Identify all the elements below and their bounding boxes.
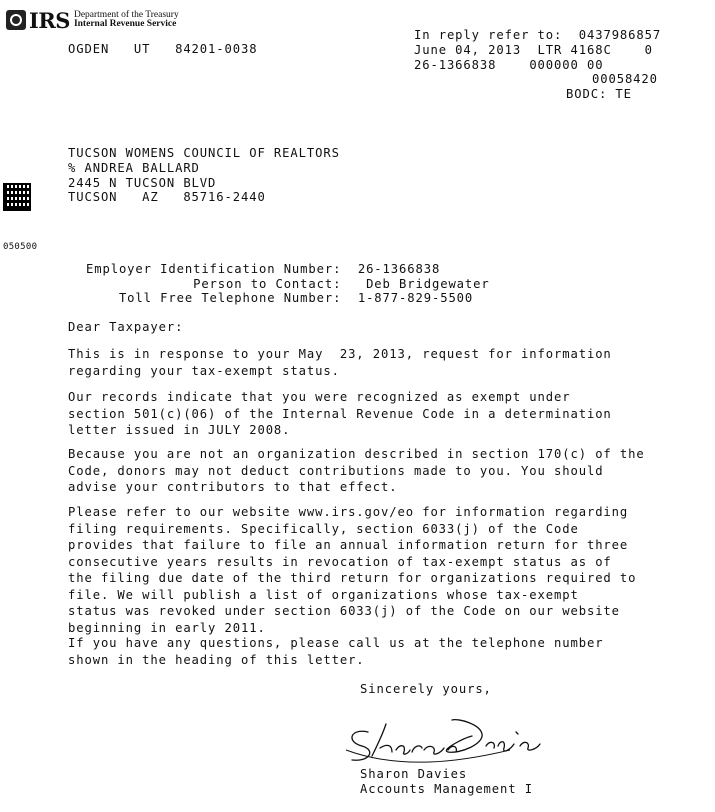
signer-title: Accounts Management I	[360, 782, 533, 796]
irs-logo-text: IRS	[29, 7, 70, 33]
paragraph-line: regarding your tax-exempt status.	[68, 363, 340, 378]
paragraph-2	[68, 389, 708, 439]
handwritten-signature	[340, 710, 560, 770]
irs-logo	[6, 9, 179, 31]
closing: Sincerely yours,	[360, 682, 492, 696]
reply-line-3: 26-1366838 000000 00	[414, 58, 604, 72]
salutation: Dear Taxpayer:	[68, 320, 184, 334]
paragraph-line: Code, donors may not deduct contributions made to you. You should	[68, 463, 604, 478]
reply-line-1: In reply refer to: 0437986857	[414, 28, 662, 42]
side-code: 050500	[3, 242, 38, 252]
paragraph-3	[68, 446, 708, 496]
paragraph-line: Because you are not an organization described in section 170(c) of the	[68, 447, 645, 461]
recipient-line-3: 2445 N TUCSON BLVD	[68, 176, 217, 190]
paragraph-5	[68, 635, 708, 668]
paragraph-line: Please refer to our website www.irs.gov/eo for information regarding	[68, 505, 629, 519]
paragraph-line: shown in the heading of this letter.	[68, 652, 365, 667]
recipient-line-2: % ANDREA BALLARD	[68, 161, 200, 175]
bodc-code: BODC: TE	[566, 87, 632, 101]
paragraph-line: section 501(c)(06) of the Internal Revenue Code in a determination	[68, 406, 612, 421]
paragraph-line: file. We will publish a list of organizations whose tax-exempt	[68, 587, 579, 602]
paragraph-line: Our records indicate that you were recognized as exempt under	[68, 390, 571, 404]
paragraph-line: the filing due date of the third return for organizations required to	[68, 571, 637, 585]
irs-department	[74, 11, 179, 30]
info-contact: Person to Contact: Deb Bridgewater	[86, 277, 490, 291]
paragraph-line: advise your contributors to that effect.	[68, 480, 398, 494]
recipient-line-4: TUCSON AZ 85716-2440	[68, 190, 266, 204]
dept-line-1: Department of the Treasury	[73, 9, 179, 20]
paragraph-line: status was revoked under section 6033(j) of the Code on our website	[68, 604, 620, 618]
reference-number: 00058420	[592, 72, 658, 86]
paragraph-line: If you have any questions, please call us at the telephone number	[68, 636, 604, 650]
dept-line-2: Internal Revenue Service	[73, 19, 177, 29]
paragraph-line: letter issued in JULY 2008.	[68, 423, 291, 437]
paragraph-line: This is in response to your May 23, 2013, request for information	[68, 347, 612, 361]
reply-line-2: June 04, 2013 LTR 4168C 0	[414, 43, 653, 57]
office-address: OGDEN UT 84201-0038	[68, 42, 258, 56]
info-ein: Employer Identification Number: 26-1366838	[86, 262, 441, 276]
signer-name: Sharon Davies	[360, 767, 468, 781]
recipient-line-1: TUCSON WOMENS COUNCIL OF REALTORS	[68, 146, 340, 160]
barcode-icon	[3, 183, 31, 211]
paragraph-line: beginning in early 2011.	[68, 620, 266, 635]
paragraph-1	[68, 346, 708, 379]
paragraph-4	[68, 504, 708, 636]
paragraph-line: filing requirements. Specifically, section 6033(j) of the Code	[68, 521, 579, 536]
info-phone: Toll Free Telephone Number: 1-877-829-5500	[86, 291, 474, 305]
paragraph-line: provides that failure to file an annual information return for three	[68, 538, 629, 552]
paragraph-line: consecutive years results in revocation of tax-exempt status as of	[68, 554, 612, 569]
irs-eagle-icon	[6, 10, 26, 30]
